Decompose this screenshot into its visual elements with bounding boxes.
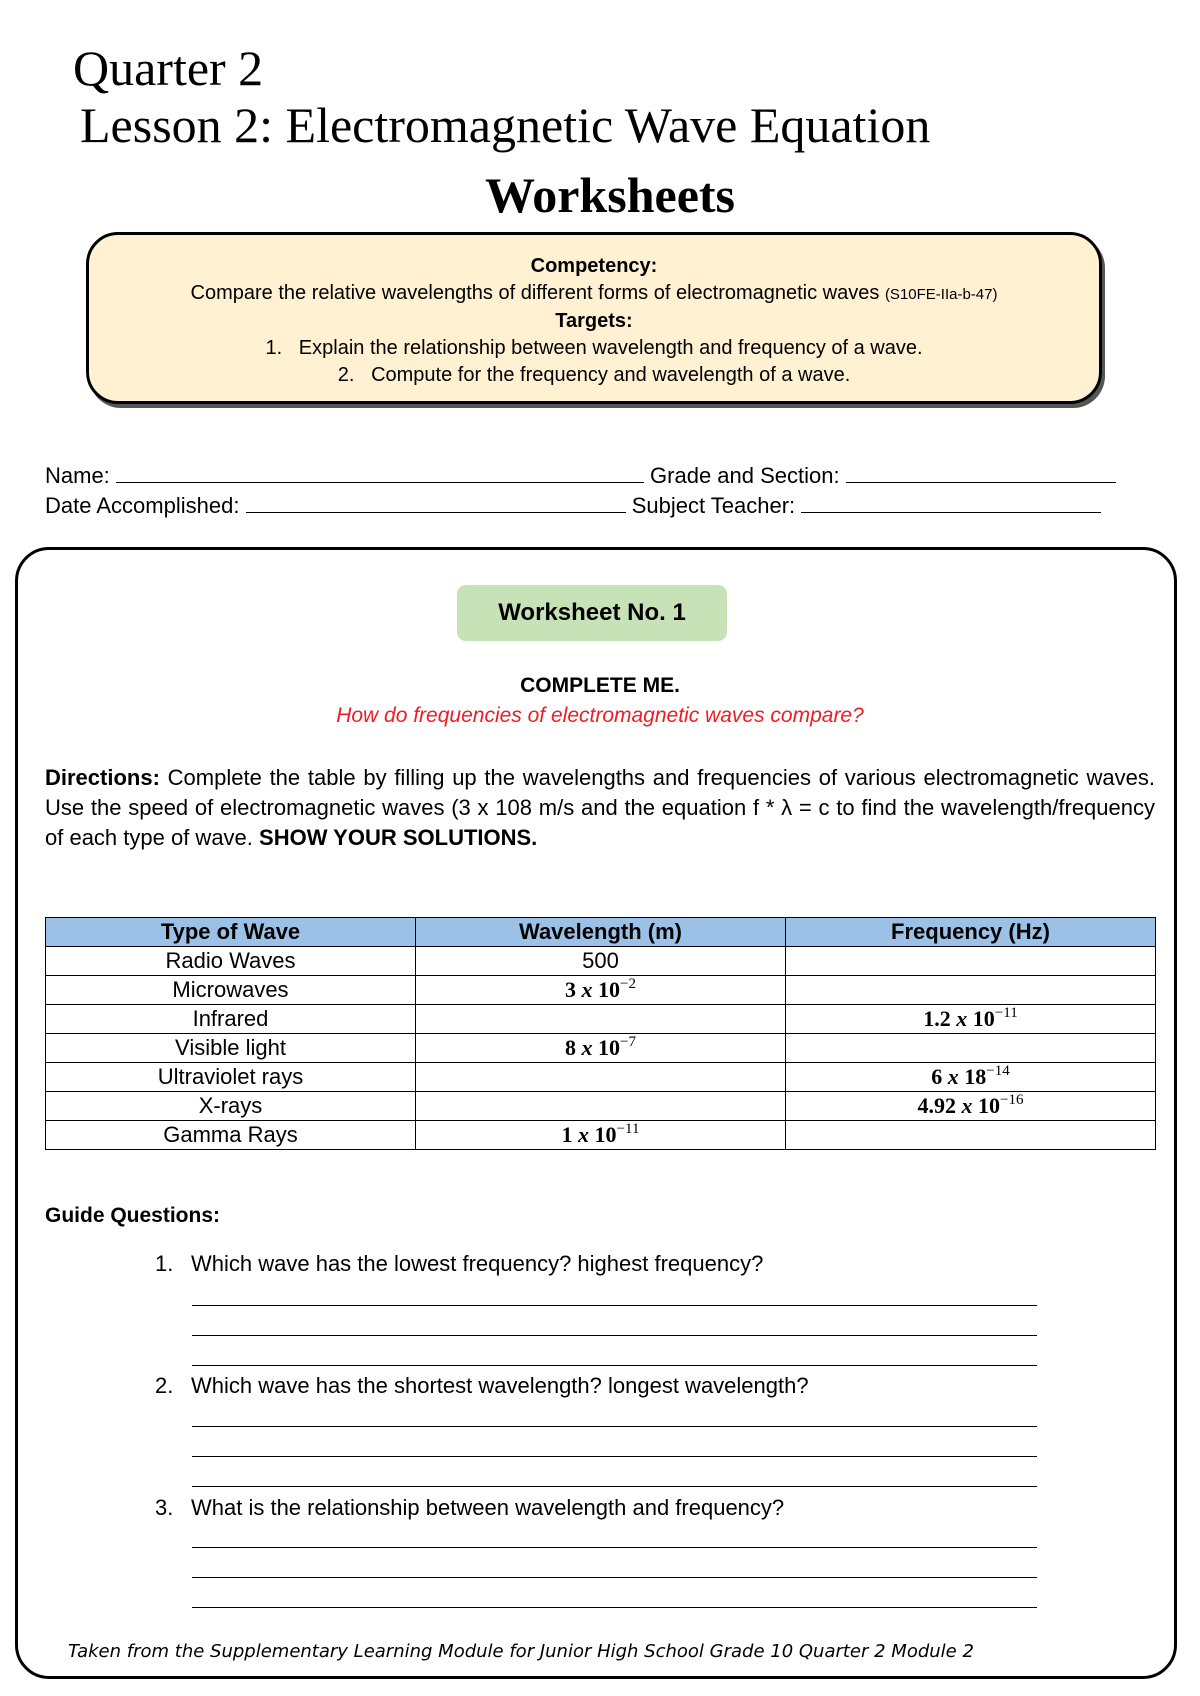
wave-table — [45, 917, 1156, 1150]
col-header-type: Type of Wave — [46, 918, 416, 947]
form-row-date — [45, 492, 1101, 520]
table-row — [46, 1063, 1156, 1092]
base-ten: 10 — [598, 977, 621, 1002]
cell-wave-type: Ultraviolet rays — [46, 1063, 416, 1092]
cell-wave-type: Visible light — [46, 1034, 416, 1063]
scientific-notation — [918, 1093, 1024, 1118]
question-text: Which wave has the shortest wavelength? longest wavelength? — [191, 1373, 809, 1398]
table-row — [46, 976, 1156, 1005]
cell-frequency[interactable] — [786, 1121, 1156, 1150]
guide-question-3 — [155, 1494, 784, 1522]
grade-label: Grade and Section: — [650, 463, 840, 488]
quarter-heading: Quarter 2 — [73, 40, 264, 96]
times-symbol: x — [581, 977, 593, 1002]
table-row — [46, 1121, 1156, 1150]
table-row — [46, 1034, 1156, 1063]
times-symbol: x — [578, 1122, 590, 1147]
mantissa: 4.92 — [917, 1093, 957, 1118]
targets-heading: Targets: — [555, 310, 633, 332]
mantissa: 8 — [565, 1035, 577, 1060]
competency-text-line — [89, 280, 1099, 308]
question-number: 2. — [155, 1373, 174, 1398]
mantissa: 1.2 — [923, 1006, 957, 1031]
cell-wavelength — [416, 976, 786, 1005]
answer-line[interactable] — [192, 1305, 1037, 1306]
answer-line[interactable] — [192, 1335, 1037, 1336]
footer-source: Taken from the Supplementary Learning Module for Junior High School Grade 10 Quarter 2 Module 2 — [68, 1641, 974, 1662]
times-symbol: x — [581, 1035, 593, 1060]
directions-label: Directions: — [45, 765, 160, 790]
name-field[interactable] — [116, 462, 644, 483]
guide-question-2 — [155, 1372, 809, 1400]
answer-line[interactable] — [192, 1365, 1037, 1366]
answer-line[interactable] — [192, 1426, 1037, 1427]
answer-line[interactable] — [192, 1456, 1037, 1457]
base-ten: 10 — [972, 1006, 995, 1031]
page-title: Worksheets — [485, 167, 735, 223]
cell-frequency[interactable] — [786, 1034, 1156, 1063]
worksheet-heading: COMPLETE ME. — [520, 674, 680, 697]
times-symbol: x — [947, 1064, 959, 1089]
base-ten: 10 — [594, 1122, 617, 1147]
exponent: −14 — [986, 1063, 1010, 1079]
mantissa: 6 — [931, 1064, 943, 1089]
question-text: Which wave has the lowest frequency? highest frequency? — [191, 1251, 764, 1276]
table-row — [46, 1092, 1156, 1121]
date-field[interactable] — [246, 492, 626, 513]
exponent: −16 — [1000, 1092, 1024, 1108]
date-label: Date Accomplished: — [45, 493, 240, 518]
guide-question-1 — [155, 1250, 763, 1278]
answer-line[interactable] — [192, 1547, 1037, 1548]
target-item-1: 1. Explain the relationship between wavelength and frequency of a wave. — [265, 337, 923, 359]
table-row — [46, 947, 1156, 976]
answer-line[interactable] — [192, 1607, 1037, 1608]
cell-wave-type: Microwaves — [46, 976, 416, 1005]
form-row-name — [45, 462, 1116, 490]
mantissa: 1 — [561, 1122, 573, 1147]
scientific-notation — [562, 1122, 640, 1147]
scientific-notation — [923, 1006, 1017, 1031]
exponent: −11 — [994, 1005, 1018, 1021]
competency-text: Compare the relative wavelengths of different forms of electromagnetic waves — [190, 282, 880, 304]
directions-emphasis: SHOW YOUR SOLUTIONS. — [252, 825, 538, 850]
directions-text: Complete the table by filling up the wavelengths and frequencies of various electromagnetic waves. Use the speed of electromagnetic waves (3 x 108 m/s and the equation f * λ = c to find the wavelength/frequency of each type of wave. — [45, 765, 1155, 850]
table-row — [46, 1005, 1156, 1034]
base-ten: 10 — [978, 1093, 1001, 1118]
worksheet-question: How do frequencies of electromagnetic waves compare? — [336, 704, 864, 727]
cell-frequency[interactable] — [786, 947, 1156, 976]
times-symbol: x — [961, 1093, 973, 1118]
exponent: −11 — [616, 1121, 640, 1137]
worksheet-badge: Worksheet No. 1 — [457, 585, 727, 641]
cell-wavelength[interactable] — [416, 1092, 786, 1121]
directions — [45, 763, 1155, 853]
cell-wave-type: Radio Waves — [46, 947, 416, 976]
question-text: What is the relationship between wavelength and frequency? — [191, 1495, 785, 1520]
guide-questions-title: Guide Questions: — [45, 1204, 221, 1227]
cell-wavelength: 500 — [416, 947, 786, 976]
teacher-label: Subject Teacher: — [631, 493, 796, 518]
cell-frequency — [786, 1063, 1156, 1092]
col-header-frequency: Frequency (Hz) — [786, 918, 1156, 947]
times-symbol: x — [956, 1006, 968, 1031]
competency-box — [86, 232, 1102, 404]
lesson-title: Lesson 2: Electromagnetic Wave Equation — [80, 97, 931, 153]
mantissa: 3 — [565, 977, 577, 1002]
cell-wavelength[interactable] — [416, 1005, 786, 1034]
scientific-notation — [931, 1064, 1009, 1089]
question-number: 1. — [155, 1251, 174, 1276]
cell-frequency — [786, 1092, 1156, 1121]
cell-frequency[interactable] — [786, 976, 1156, 1005]
base-ten: 10 — [598, 1035, 621, 1060]
name-label: Name: — [45, 463, 110, 488]
cell-wavelength — [416, 1121, 786, 1150]
cell-frequency — [786, 1005, 1156, 1034]
base-ten: 18 — [964, 1064, 987, 1089]
col-header-wavelength: Wavelength (m) — [416, 918, 786, 947]
cell-wavelength[interactable] — [416, 1063, 786, 1092]
answer-line[interactable] — [192, 1577, 1037, 1578]
teacher-field[interactable] — [801, 492, 1101, 513]
cell-wavelength — [416, 1034, 786, 1063]
scientific-notation — [565, 977, 636, 1002]
question-number: 3. — [155, 1495, 174, 1520]
cell-wave-type: X-rays — [46, 1092, 416, 1121]
table-header-row — [46, 918, 1156, 947]
cell-wave-type: Infrared — [46, 1005, 416, 1034]
cell-wave-type: Gamma Rays — [46, 1121, 416, 1150]
competency-code: (S10FE-IIa-b-47) — [884, 286, 998, 303]
competency-heading: Competency: — [530, 255, 658, 277]
exponent: −2 — [620, 976, 636, 992]
grade-field[interactable] — [846, 462, 1116, 483]
exponent: −7 — [620, 1034, 636, 1050]
target-item-2: 2. Compute for the frequency and wavelength of a wave. — [337, 364, 851, 386]
scientific-notation — [565, 1035, 636, 1060]
answer-line[interactable] — [192, 1486, 1037, 1487]
